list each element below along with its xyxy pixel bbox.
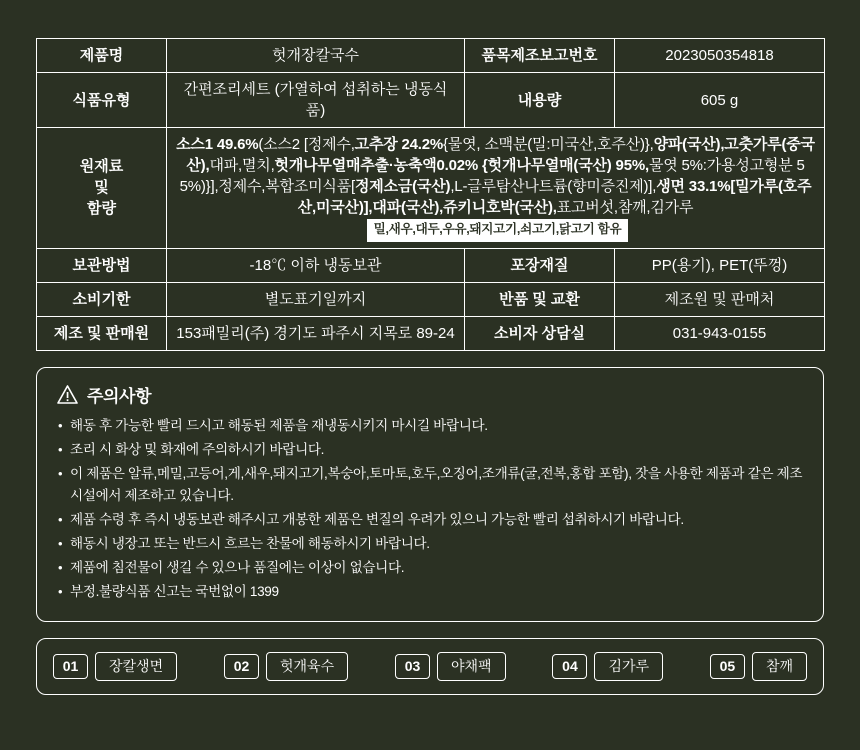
list-item: • 이 제품은 알류,메밀,고등어,게,새우,돼지고기,복숭아,토마토,호두,오징어,조개류(굴,전복,홍합 포함), 잣을 사용한 제품과 같은 제조시설에서 제조하고 있습니다.: [57, 463, 803, 507]
ingredients-seg-7: 헛개나무열매추출·농축액0.02% {헛개나무열매(국산) 95%,: [274, 157, 649, 174]
cell-label-expiry: 소비기한: [37, 282, 167, 316]
component-item-2: [224, 652, 348, 681]
cell-value-expiry: 별도표기일까지: [167, 282, 465, 316]
cell-label-storage: 보관방법: [37, 248, 167, 282]
cell-label-net-weight: 내용량: [465, 73, 615, 128]
cell-label-ingredients: [37, 128, 167, 249]
ingredients-seg-12: 표고버섯,참깨,김가루: [556, 199, 694, 216]
list-item: • 제품에 침전물이 생길 수 있으나 품질에는 이상이 없습니다.: [57, 557, 803, 579]
caution-list: [57, 415, 803, 603]
ingredients-seg-5: 양파(국산),고춧가루(중국산),: [186, 136, 815, 174]
table-row: [37, 248, 825, 282]
component-number: 03: [395, 654, 430, 679]
cell-label-customer-service: 소비자 상담실: [465, 316, 615, 350]
ingredients-seg-3: 고추장 24.2%: [354, 136, 444, 153]
table-row: [37, 282, 825, 316]
cell-label-report-number: 품목제조보고번호: [465, 39, 615, 73]
cell-value-net-weight: 605 g: [615, 73, 825, 128]
table-row-ingredients: [37, 128, 825, 249]
allergen-badge: 밀,새우,대두,우유,돼지고기,쇠고기,닭고기 함유: [367, 219, 629, 242]
cell-label-return-exchange: 반품 및 교환: [465, 282, 615, 316]
ingredients-label-line-1: 원재료: [79, 158, 124, 176]
component-name: 헛개육수: [266, 652, 348, 681]
cell-label-food-type: 식품유형: [37, 73, 167, 128]
component-number: 05: [710, 654, 745, 679]
cell-value-return-exchange: 제조원 및 판매처: [615, 282, 825, 316]
caution-panel: [36, 367, 824, 622]
component-item-5: [710, 652, 807, 681]
warning-triangle-icon: [57, 385, 78, 404]
components-strip: [36, 638, 824, 695]
caution-title: 주의사항: [87, 386, 152, 406]
product-spec-table: [36, 38, 825, 351]
ingredients-seg-4: {물엿, 소맥분(밀:미국산,호주산)},: [443, 136, 654, 153]
cell-label-manufacturer: 제조 및 판매원: [37, 316, 167, 350]
list-item: • 제품 수령 후 즉시 냉동보관 해주시고 개봉한 제품은 변질의 우려가 있으니 가능한 빨리 섭취하시기 바랍니다.: [57, 509, 803, 531]
cell-value-customer-service: 031-943-0155: [615, 316, 825, 350]
list-item: • 조리 시 화상 및 화재에 주의하시기 바랍니다.: [57, 439, 803, 461]
list-item: • 해동 후 가능한 빨리 드시고 해동된 제품을 재냉동시키지 마시길 바랍니다.: [57, 415, 803, 437]
ingredients-seg-2: (소스2 [정제수,: [258, 136, 355, 153]
component-number: 01: [53, 654, 88, 679]
component-item-1: [53, 652, 177, 681]
cell-value-packaging: PP(용기), PET(뚜껑): [615, 248, 825, 282]
cell-value-report-number: 2023050354818: [615, 39, 825, 73]
cell-label-packaging: 포장재질: [465, 248, 615, 282]
cell-value-storage: -18℃ 이하 냉동보관: [167, 248, 465, 282]
component-item-3: [395, 652, 506, 681]
ingredients-seg-11: 생면 33.1%[밀가루(호주산,미국산)],대파(국산),쥬키니호박(국산),: [297, 178, 812, 216]
ingredients-seg-6: 대파,멸치,: [209, 157, 275, 174]
component-name: 야채팩: [437, 652, 506, 681]
ingredients-label-line-2: 및: [94, 179, 109, 197]
ingredients-seg-10: ,L-글루탐산나트륨(향미증진제)],: [450, 178, 657, 195]
ingredients-seg-9: 정제소금(국산): [354, 178, 451, 195]
component-number: 04: [552, 654, 587, 679]
ingredients-seg-8: 물엿 5%:가용성고형분 55%)}],정제수,복합조미식품[: [179, 157, 805, 195]
table-row: [37, 39, 825, 73]
list-item: • 해동시 냉장고 또는 반드시 흐르는 찬물에 해동하시기 바랍니다.: [57, 533, 803, 555]
table-row: [37, 73, 825, 128]
component-name: 장칼생면: [95, 652, 177, 681]
list-item: • 부정.불량식품 신고는 국번없이 1399: [57, 581, 803, 603]
caution-header: [57, 382, 803, 407]
component-name: 김가루: [594, 652, 663, 681]
ingredients-seg-1: 소스1 49.6%: [176, 136, 259, 153]
component-name: 참깨: [752, 652, 807, 681]
cell-value-manufacturer: 153패밀리(주) 경기도 파주시 지목로 89-24: [167, 316, 465, 350]
ingredients-label-line-3: 함량: [87, 200, 116, 218]
component-item-4: [552, 652, 663, 681]
cell-value-food-type: 간편조리세트 (가열하여 섭취하는 냉동식품): [167, 73, 465, 128]
cell-value-product-name: 헛개장칼국수: [167, 39, 465, 73]
cell-label-product-name: 제품명: [37, 39, 167, 73]
component-number: 02: [224, 654, 259, 679]
table-row: [37, 316, 825, 350]
cell-value-ingredients: [167, 128, 825, 249]
